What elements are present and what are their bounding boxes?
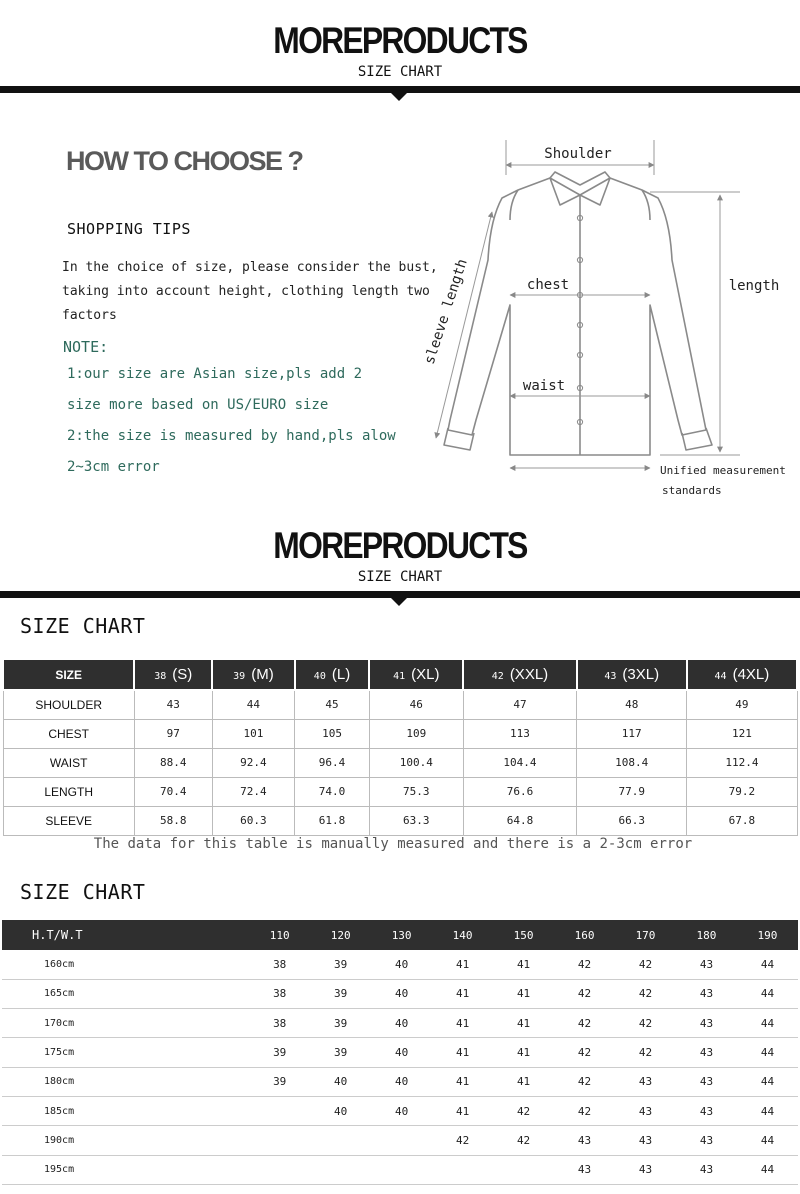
table-cell: 58.8 (134, 806, 212, 835)
table-cell: 67.8 (687, 806, 797, 835)
table-row (3, 690, 797, 719)
table-cell (249, 1155, 310, 1184)
table-cell: 42 (615, 950, 676, 979)
height-label: 170cm (2, 1009, 249, 1038)
table-cell: 77.9 (577, 777, 687, 806)
table-row (2, 950, 798, 979)
table-cell: 44 (737, 979, 798, 1008)
weight-column-header: 170 (615, 920, 676, 950)
note-line: 1:our size are Asian size,pls add 2 (67, 366, 363, 382)
table-cell: 42 (615, 1009, 676, 1038)
tips-line: In the choice of size, please consider the bust, (62, 260, 438, 275)
table-cell: 39 (249, 1067, 310, 1096)
banner-notch-icon (390, 92, 408, 101)
note-line: size more based on US/EURO size (67, 397, 329, 413)
table-cell: 44 (737, 1155, 798, 1184)
table-cell: 47 (463, 690, 576, 719)
table-cell: 42 (615, 1038, 676, 1067)
tips-line: taking into account height, clothing length two (62, 284, 430, 299)
table-cell: 42 (554, 1067, 615, 1096)
height-label: 190cm (2, 1126, 249, 1155)
table-cell: 42 (493, 1126, 554, 1155)
table-cell (310, 1126, 371, 1155)
notes-list (67, 366, 396, 490)
size-column-header (463, 659, 576, 690)
table-cell (371, 1155, 432, 1184)
table-row (3, 719, 797, 748)
table-cell: 43 (676, 1038, 737, 1067)
row-label: SLEEVE (3, 806, 134, 835)
table-cell: 42 (493, 1096, 554, 1125)
size-letter: (3XL) (622, 666, 660, 683)
size-letter: (4XL) (732, 666, 770, 683)
table-cell (249, 1096, 310, 1125)
table-cell: 41 (432, 950, 493, 979)
table-cell: 64.8 (463, 806, 576, 835)
table-row (2, 1126, 798, 1155)
shirt-outline (448, 178, 706, 455)
table-cell: 41 (432, 979, 493, 1008)
table-cell: 49 (687, 690, 797, 719)
table-cell: 43 (615, 1067, 676, 1096)
table-cell: 100.4 (369, 748, 463, 777)
table-cell: 40 (371, 1038, 432, 1067)
table-row (3, 777, 797, 806)
table-row (2, 1038, 798, 1067)
table-cell: 39 (310, 979, 371, 1008)
size-number: 44 (714, 671, 727, 682)
table-cell: 112.4 (687, 748, 797, 777)
table-cell: 42 (554, 1038, 615, 1067)
table-cell: 44 (737, 1038, 798, 1067)
table-cell: 74.0 (295, 777, 370, 806)
table-cell: 92.4 (212, 748, 295, 777)
top-banner (0, 0, 800, 110)
row-label: WAIST (3, 748, 134, 777)
size-number: 43 (604, 671, 617, 682)
weight-column-header: 120 (310, 920, 371, 950)
table-cell: 117 (577, 719, 687, 748)
table-cell: 41 (432, 1038, 493, 1067)
note-line: 2~3cm error (67, 459, 160, 475)
table-cell: 39 (310, 1038, 371, 1067)
table-cell: 88.4 (134, 748, 212, 777)
weight-column-header: 110 (249, 920, 310, 950)
table-row (2, 1096, 798, 1125)
table-cell: 61.8 (295, 806, 370, 835)
size-letter: (XL) (411, 666, 440, 683)
table-cell: 48 (577, 690, 687, 719)
table-cell: 40 (371, 979, 432, 1008)
table-cell: 43 (554, 1126, 615, 1155)
table-cell: 44 (737, 1126, 798, 1155)
table-row (3, 806, 797, 835)
table-cell: 63.3 (369, 806, 463, 835)
banner-subtitle: SIZE CHART (357, 569, 443, 585)
weight-column-header: 150 (493, 920, 554, 950)
height-label: 195cm (2, 1155, 249, 1184)
table-cell: 96.4 (295, 748, 370, 777)
table-cell: 43 (676, 1096, 737, 1125)
shirt-measurement-diagram (410, 130, 800, 500)
table-cell: 104.4 (463, 748, 576, 777)
size-letter: (S) (172, 666, 193, 683)
left-cuff (444, 428, 474, 450)
table-row (2, 979, 798, 1008)
height-weight-table (2, 920, 798, 1185)
table-header-row (2, 920, 798, 950)
table-cell: 42 (432, 1126, 493, 1155)
table-cell: 42 (554, 950, 615, 979)
weight-column-header: 130 (371, 920, 432, 950)
table-cell: 43 (615, 1096, 676, 1125)
table-cell: 38 (249, 950, 310, 979)
note-line: 2:the size is measured by hand,pls alow (67, 428, 396, 444)
table-cell: 109 (369, 719, 463, 748)
size-letter: (XXL) (509, 666, 549, 683)
table-cell: 44 (212, 690, 295, 719)
table-cell: 75.3 (369, 777, 463, 806)
table-cell: 42 (554, 979, 615, 1008)
table-cell: 40 (371, 950, 432, 979)
table-cell: 42 (554, 1096, 615, 1125)
size-chart-title: SIZE CHART (20, 614, 146, 638)
row-label: SHOULDER (3, 690, 134, 719)
unified-label-1: Unified measurement (660, 464, 786, 477)
table-cell: 44 (737, 1067, 798, 1096)
table-cell: 97 (134, 719, 212, 748)
size-number: 42 (491, 671, 504, 682)
table-cell: 79.2 (687, 777, 797, 806)
size-number: 40 (313, 671, 326, 682)
table-cell: 42 (615, 979, 676, 1008)
table-cell (432, 1155, 493, 1184)
table-cell: 39 (249, 1038, 310, 1067)
table-cell: 43 (676, 1155, 737, 1184)
banner-subtitle: SIZE CHART (357, 64, 443, 80)
table-cell: 43 (676, 1126, 737, 1155)
waist-label: waist (522, 378, 566, 394)
table-cell: 46 (369, 690, 463, 719)
table-cell: 41 (493, 1067, 554, 1096)
collar (550, 172, 610, 195)
table-cell: 108.4 (577, 748, 687, 777)
banner-notch-icon (390, 597, 408, 606)
table-cell (493, 1155, 554, 1184)
size-column-header (577, 659, 687, 690)
table-row (3, 748, 797, 777)
size-column-header (134, 659, 212, 690)
ht-wt-header-label: H.T/W.T (2, 920, 249, 950)
height-label: 160cm (2, 950, 249, 979)
table-cell: 39 (310, 950, 371, 979)
table-cell: 43 (676, 1067, 737, 1096)
table-cell: 38 (249, 1009, 310, 1038)
table-cell: 101 (212, 719, 295, 748)
table-cell (371, 1126, 432, 1155)
table-cell: 41 (493, 979, 554, 1008)
size-number: 38 (154, 671, 167, 682)
row-label: LENGTH (3, 777, 134, 806)
table-row (2, 1155, 798, 1184)
table-cell: 113 (463, 719, 576, 748)
height-label: 165cm (2, 979, 249, 1008)
table-cell: 43 (676, 979, 737, 1008)
table-cell: 43 (615, 1126, 676, 1155)
garment-size-table (2, 658, 798, 836)
size-header-label: SIZE (3, 659, 134, 690)
shoulder-label: Shoulder (544, 146, 612, 162)
table-cell: 39 (310, 1009, 371, 1038)
table-cell: 40 (310, 1067, 371, 1096)
size-column-header (369, 659, 463, 690)
shopping-tips-body (62, 256, 452, 328)
table-cell: 41 (432, 1096, 493, 1125)
weight-column-header: 190 (737, 920, 798, 950)
table-cell: 60.3 (212, 806, 295, 835)
table-cell: 43 (134, 690, 212, 719)
sleeve-label: sleeve length (421, 257, 471, 367)
chest-label: chest (526, 277, 570, 293)
table-cell: 105 (295, 719, 370, 748)
size-number: 41 (393, 671, 406, 682)
size-column-header (212, 659, 295, 690)
middle-banner (0, 505, 800, 615)
table-cell: 42 (554, 1009, 615, 1038)
brand-title: MOREPRODUCTS (273, 20, 527, 61)
table-cell (249, 1126, 310, 1155)
weight-column-header: 140 (432, 920, 493, 950)
table-cell: 40 (371, 1096, 432, 1125)
brand-title: MOREPRODUCTS (273, 525, 527, 566)
table-row (2, 1067, 798, 1096)
table-cell: 45 (295, 690, 370, 719)
table-cell: 43 (615, 1155, 676, 1184)
tips-line: factors (62, 308, 117, 323)
note-title: NOTE: (63, 338, 109, 356)
size-number: 39 (233, 671, 246, 682)
shopping-tips-title: SHOPPING TIPS (67, 220, 191, 238)
table-cell: 72.4 (212, 777, 295, 806)
table-cell (310, 1155, 371, 1184)
table-cell: 76.6 (463, 777, 576, 806)
height-label: 180cm (2, 1067, 249, 1096)
table-cell: 43 (554, 1155, 615, 1184)
table-cell: 70.4 (134, 777, 212, 806)
size-column-header (295, 659, 370, 690)
table-cell: 43 (676, 1009, 737, 1038)
table-cell: 38 (249, 979, 310, 1008)
table-cell: 41 (493, 1038, 554, 1067)
height-label: 175cm (2, 1038, 249, 1067)
table-cell: 40 (371, 1009, 432, 1038)
table-cell: 44 (737, 950, 798, 979)
weight-column-header: 180 (676, 920, 737, 950)
table-cell: 121 (687, 719, 797, 748)
size-chart-title: SIZE CHART (20, 880, 146, 904)
table-header-row (3, 659, 797, 690)
size-letter: (L) (331, 666, 351, 683)
table-cell: 41 (493, 1009, 554, 1038)
row-label: CHEST (3, 719, 134, 748)
table-cell: 44 (737, 1009, 798, 1038)
table-cell: 41 (493, 950, 554, 979)
how-to-choose-title: HOW TO CHOOSE ? (66, 146, 303, 176)
table-cell: 43 (676, 950, 737, 979)
unified-label-2: standards (662, 484, 722, 497)
height-label: 185cm (2, 1096, 249, 1125)
weight-column-header: 160 (554, 920, 615, 950)
size-letter: (M) (251, 666, 274, 683)
table-row (2, 1009, 798, 1038)
table-cell: 40 (371, 1067, 432, 1096)
table-cell: 44 (737, 1096, 798, 1125)
table-footnote: The data for this table is manually measured and there is a 2-3cm error (93, 836, 693, 852)
table-cell: 41 (432, 1067, 493, 1096)
length-label: length (728, 278, 780, 294)
table-cell: 40 (310, 1096, 371, 1125)
table-cell: 41 (432, 1009, 493, 1038)
table-cell: 66.3 (577, 806, 687, 835)
size-column-header (687, 659, 797, 690)
